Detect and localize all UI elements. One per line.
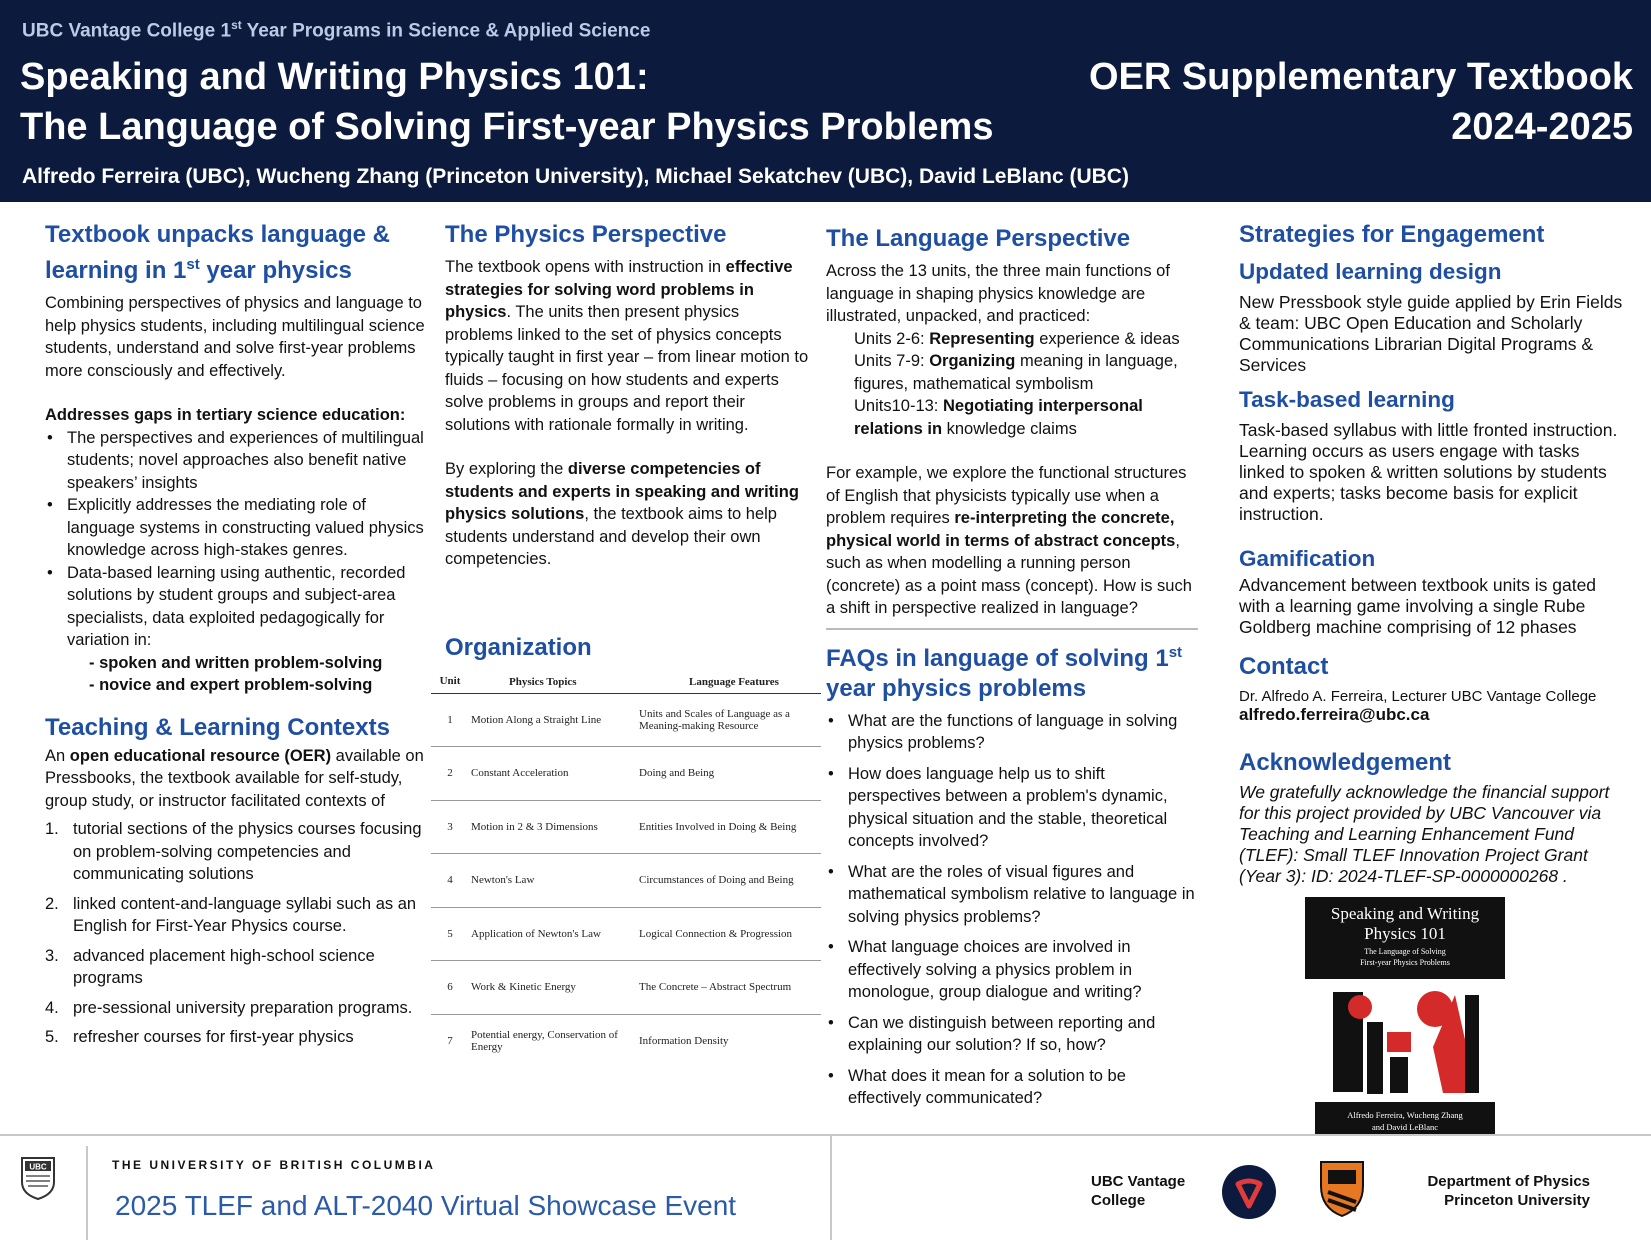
language-intro: Across the 13 units, the three main functions of language in shaping physics knowledge are illustrated, unpacked, and practiced: — [826, 262, 1170, 325]
acknowledgement-text: We gratefully acknowledge the financial support for this project provided by UBC Vancouver via Teaching and Learning Enhancement Fund (TLEF): Small TLEF Innovation Project Grant (Year 3): ID: 2024-TLEF-SP-0000000268 . — [1239, 782, 1610, 886]
section-heading-strategies: Strategies for Engagement — [1239, 221, 1545, 248]
list-item: Units 7-9: Organizing meaning in language, figures, mathematical symbolism — [854, 352, 1178, 393]
physics-text-1: The textbook opens with instruction in effective strategies for solving word problems in physics. The units then present physics problems linked to the set of physics concepts typically taught in first year – from linear motion to fluids – focusing on how students and experts solve problems in groups and report their solutions with rationale formally in writing. — [445, 258, 809, 434]
list-item: Units10-13: Negotiating interpersonal relations in knowledge claims — [854, 397, 1143, 438]
gamification-text: Advancement between textbook units is gated with a learning game involving a single Rube Goldberg machine comprising of 12 phases — [1239, 575, 1597, 637]
program-subtitle: UBC Vantage College 1st Year Programs in Science & Applied Science — [22, 18, 651, 42]
poster-header — [0, 0, 1651, 202]
svg-text:Alfredo Ferreira, Wucheng Zhan: Alfredo Ferreira, Wucheng Zhang — [1347, 1110, 1463, 1120]
section-heading-organization: Organization — [445, 633, 592, 661]
list-item: 3. advanced placement high-school science programs — [45, 946, 375, 987]
subheading-task: Task-based learning — [1239, 387, 1455, 412]
column-2 — [439, 210, 810, 1067]
table-row: 1 Motion Along a Straight Line Units and Scales of Language as a Meaning-making Resource — [431, 694, 821, 748]
list-item: • What are the roles of visual figures and mathematical symbolism relative to language in solving physics problems? — [848, 861, 1201, 929]
svg-text:The Language of Solving: The Language of Solving — [1364, 947, 1446, 956]
table-row: 4 Newton's Law Circumstances of Doing and Being — [431, 854, 821, 908]
variation-item: - novice and expert problem-solving — [89, 676, 373, 694]
faq-list — [826, 710, 1201, 1110]
list-item: • How does language help us to shift perspectives between a problem's dynamic, physical situation and the stable, theoretical concepts involved? — [848, 763, 1201, 853]
gaps-heading: Addresses gaps in tertiary science education: — [45, 406, 406, 424]
divider — [830, 1136, 832, 1240]
table-header: Unit Physics Topics Language Features — [431, 671, 821, 694]
table-row: 3 Motion in 2 & 3 Dimensions Entities Involved in Doing & Being — [431, 801, 821, 855]
column-1 — [45, 210, 425, 1056]
poster-footer — [0, 1134, 1651, 1240]
list-item: • What language choices are involved in effectively solving a physics problem in monologue, group dialogue and writing? — [848, 936, 1201, 1004]
section-heading-acknowledgement: Acknowledgement — [1239, 749, 1452, 776]
book-cover-image — [1305, 897, 1505, 1139]
contexts-list — [45, 818, 425, 1049]
column-4 — [1239, 210, 1629, 887]
section-heading-contact: Contact — [1239, 653, 1329, 680]
poster-title: Speaking and Writing Physics 101: The Language of Solving First-year Physics Problems — [20, 56, 994, 148]
section-heading-teaching: Teaching & Learning Contexts — [45, 713, 390, 741]
design-text: New Pressbook style guide applied by Erin Fields & team: UBC Open Education and Scholarly Communications Librarian Digital Programs & Services — [1239, 292, 1623, 375]
ubc-logo-icon — [20, 1156, 56, 1205]
variation-item: - spoken and written problem-solving — [89, 653, 383, 672]
vantage-logo-icon — [1221, 1164, 1277, 1225]
list-item: • What are the functions of language in solving physics problems? — [848, 710, 1201, 755]
vantage-college-label: UBC Vantage College — [1091, 1173, 1186, 1209]
list-item: • Data-based learning using authentic, recorded solutions by student groups and subject-area specialists, data exploited pedagogically for variation in: — [67, 562, 425, 652]
table-row: 6 Work & Kinetic Energy The Concrete – Abstract Spectrum — [431, 961, 821, 1015]
svg-text:and David LeBlanc: and David LeBlanc — [1371, 1122, 1439, 1132]
list-item: 1. tutorial sections of the physics courses focusing on problem-solving competencies and communicating solutions — [45, 820, 422, 883]
contact-email[interactable]: alfredo.ferreira@ubc.ca — [1239, 705, 1430, 724]
poster-title-right: OER Supplementary Textbook 2024-2025 — [1088, 56, 1633, 148]
svg-text:Speaking and Writing: Speaking and Writing — [1330, 904, 1480, 923]
task-text: Task-based syllabus with little fronted instruction. Learning occurs as users engage with tasks linked to spoken & written solutions by students and experts; tasks become basis for explicit instruction. — [1239, 420, 1618, 524]
list-item: 5. refresher courses for first-year physics — [45, 1028, 354, 1046]
gaps-list — [45, 427, 425, 652]
table-row: 2 Constant Acceleration Doing and Being — [431, 747, 821, 801]
section-heading-language: The Language Perspective — [826, 225, 1131, 252]
table-row: 5 Application of Newton's Law Logical Connection & Progression — [431, 908, 821, 962]
divider — [826, 628, 1198, 630]
svg-text:UBC: UBC — [29, 1162, 47, 1172]
example-text: For example, we explore the functional structures of English that physicists typically use when a problem requires re-interpreting the concrete, physical world in terms of abstract concepts, such as when modelling a running person (concrete) as a point mass (concept). How is such a shift in perspective realized in language? — [826, 464, 1192, 617]
list-item: 4. pre-sessional university preparation programs. — [45, 998, 413, 1017]
princeton-shield-icon — [1318, 1158, 1366, 1223]
university-name: THE UNIVERSITY OF BRITISH COLUMBIA — [112, 1158, 436, 1172]
list-item: Units 2-6: Representing experience & ideas — [854, 329, 1180, 348]
column-3 — [826, 210, 1201, 1118]
table-row: 7 Potential energy, Conservation of Energy Information Density — [447, 1028, 729, 1053]
organization-table — [431, 671, 821, 1068]
subheading-design: Updated learning design — [1239, 259, 1502, 284]
subheading-gamification: Gamification — [1239, 546, 1376, 571]
section-heading-faqs: FAQs in language of solving 1st year physics problems — [826, 643, 1183, 702]
section-heading-physics: The Physics Perspective — [445, 221, 727, 248]
svg-text:First-year Physics Problems: First-year Physics Problems — [1360, 958, 1450, 967]
poster-authors: Alfredo Ferreira (UBC), Wucheng Zhang (Princeton University), Michael Sekatchev (UBC), David LeBlanc (UBC) — [22, 165, 1129, 188]
list-item: 2. linked content-and-language syllabi such as an English for First-Year Physics course. — [45, 894, 417, 935]
divider — [86, 1146, 88, 1240]
list-item: • What does it mean for a solution to be effectively communicated? — [848, 1065, 1201, 1110]
intro-text: Combining perspectives of physics and language to help physics students, including multilingual science students, understand and solve first-year problems more consciously and effectively. — [45, 294, 425, 380]
teaching-text: An open educational resource (OER) available on Pressbooks, the textbook available for self-study, group study, or instructor facilitated contexts of — [45, 746, 424, 810]
physics-text-2: By exploring the diverse competencies of students and experts in speaking and writing physics solutions, the textbook aims to help students understand and develop their own competencies. — [445, 460, 799, 568]
units-list — [826, 328, 1201, 441]
list-item: • The perspectives and experiences of multilingual students; novel approaches also benefit native speakers’ insights — [67, 427, 425, 495]
list-item: • Explicitly addresses the mediating role of language systems in constructing valued physics knowledge across high-stakes genres. — [67, 494, 425, 562]
svg-text:Physics 101: Physics 101 — [1364, 924, 1446, 943]
event-title: 2025 TLEF and ALT-2040 Virtual Showcase Event — [115, 1190, 737, 1221]
section-heading-textbook: Textbook unpacks language & learning in 1st year physics — [45, 221, 390, 284]
princeton-physics-label: Department of Physics Princeton University — [1427, 1173, 1590, 1209]
contact-name: Dr. Alfredo A. Ferreira, Lecturer UBC Vantage College — [1239, 688, 1597, 705]
list-item: • Can we distinguish between reporting and explaining our solution? If so, how? — [848, 1012, 1201, 1057]
